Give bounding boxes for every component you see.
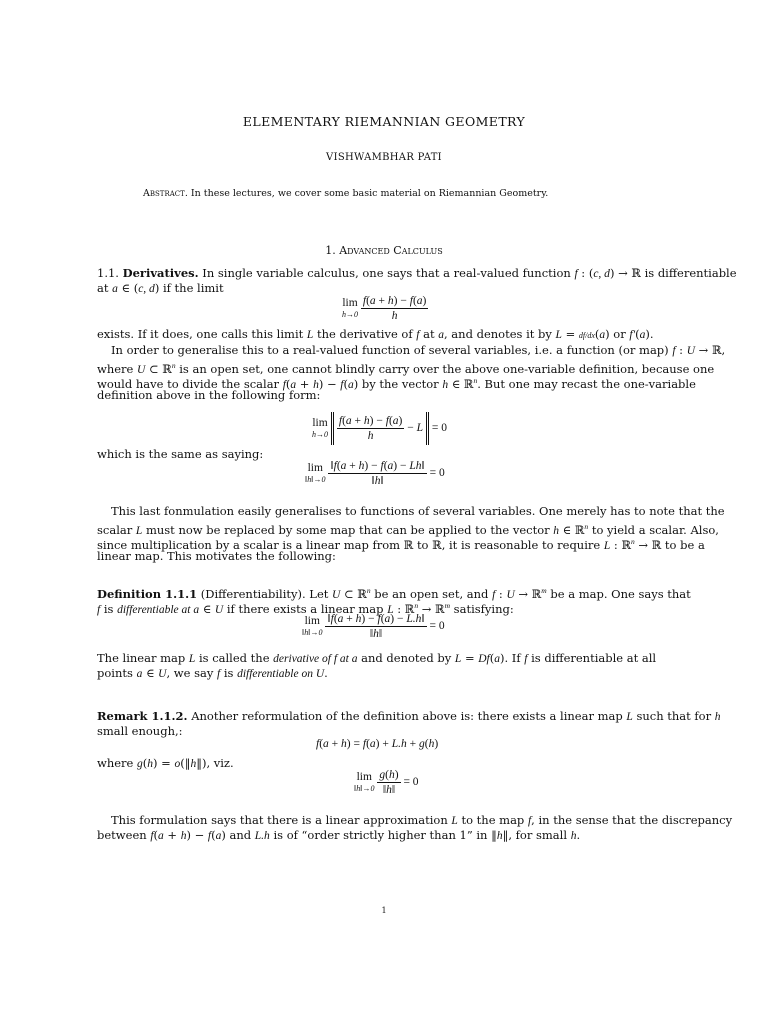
equation-limit-1: lim h→0 $\frac{f(a + h) - f(a)}{h}$ <box>342 295 427 322</box>
paragraph-line: This last fonmulation easily generalises to functions of several variables. One merely has to note that the <box>111 504 725 518</box>
equation-limit-2: lim h→0 $\frac{f(a + h) - f(a)}{h}$ − L = 0 <box>312 412 447 445</box>
paragraph-line: would have to divide the scalar f(a + h) − f(a) by the vector h ∈ ℝ$^n$. But one may recast the one-variable <box>97 376 696 391</box>
paragraph-line: which is the same as saying: <box>97 447 264 461</box>
remark-block: Remark 1.1.2. Another reformulation of the definition above is: there exists a linear map L such that for h <box>97 709 721 723</box>
remark-label: Remark 1.1.2. <box>97 709 188 723</box>
paragraph-line: between f(a + h) − f(a) and L.h is of “order strictly higher than 1” in ‖h‖, for small h. <box>97 828 581 842</box>
equation-limit-3: lim ‖h‖→0 $\frac{‖f(a + h) - f(a) - Lh‖}{‖h‖}$ = 0 <box>305 460 445 487</box>
paragraph-derivatives: 1.1. Derivatives. In single variable calculus, one says that a real-valued function f : (c, d) → ℝ is differentiable <box>97 266 737 280</box>
definition-name: (Differentiability). <box>200 586 306 601</box>
subsection-number: 1.1. <box>97 266 119 280</box>
subsection-title: Derivatives. <box>122 266 199 280</box>
abstract <box>143 188 548 199</box>
paragraph-line: since multiplication by a scalar is a linear map from ℝ to ℝ, it is reasonable to require L : ℝ$^n$ → ℝ to be a <box>97 537 705 552</box>
section-number: 1. <box>325 244 336 257</box>
equation-remainder: f(a + h) = f(a) + L.h + g(h) <box>316 738 439 750</box>
definition-block: Definition 1.1.1 (Differentiability). Let U ⊂ ℝ$^n$ be an open set, and f : U → ℝ$^m$ be a map. One says that <box>97 586 691 601</box>
paragraph-line: exists. If it does, one calls this limit L the derivative of f at a, and denotes it by L = df/dx(a) or f′(a). <box>97 327 654 341</box>
section-title: Advanced Calculus <box>339 244 443 257</box>
paragraph-line: scalar L must now be replaced by some map that can be applied to the vector h ∈ ℝ$^n$ to yield a scalar. Also, <box>97 522 719 537</box>
paragraph-line: In order to generalise this to a real-valued function of several variables, i.e. a function (or map) f : U → ℝ, <box>111 343 726 357</box>
equation-limit-4: lim ‖h‖→0 $\frac{‖f(a + h) - f(a) - L.h‖}{‖h‖}$ = 0 <box>302 613 445 640</box>
paragraph-line: f is differentiable at a ∈ U if there exists a linear map L : ℝ$^n$ → ℝ$^m$ satisfying: <box>97 601 514 616</box>
paragraph-line: linear map. This motivates the following: <box>97 549 336 563</box>
paragraph-line: This formulation says that there is a linear approximation L to the map f, in the sense that the discrepancy <box>111 813 733 827</box>
paragraph-line: The linear map L is called the derivative of f at a and denoted by L = Df(a). If f is differentiable at all <box>97 651 657 665</box>
section-heading <box>0 244 768 257</box>
abstract-text: In these lectures, we cover some basic material on Riemannian Geometry. <box>190 188 549 199</box>
paper-title: ELEMENTARY RIEMANNIAN GEOMETRY <box>242 114 526 129</box>
paragraph-line: where g(h) = o(‖h‖), viz. <box>97 756 234 770</box>
paragraph-line: at a ∈ (c, d) if the limit <box>97 281 224 295</box>
paragraph-line: small enough,: <box>97 724 183 738</box>
definition-label: Definition 1.1.1 <box>97 586 198 601</box>
paragraph-line: definition above in the following form: <box>97 388 321 402</box>
equation-limit-5: lim ‖h‖→0 $\frac{g(h)}{‖h‖}$ = 0 <box>354 769 419 796</box>
author-name: VISHWAMBHAR PATI <box>326 152 442 163</box>
page-number: 1 <box>381 906 387 915</box>
paragraph-line: where U ⊂ ℝ$^n$ is an open set, one cannot blindly carry over the above one-variable definition, because one <box>97 361 715 376</box>
paragraph-line: points a ∈ U, we say f is differentiable on U. <box>97 666 328 680</box>
abstract-label: Abstract. <box>143 188 188 199</box>
